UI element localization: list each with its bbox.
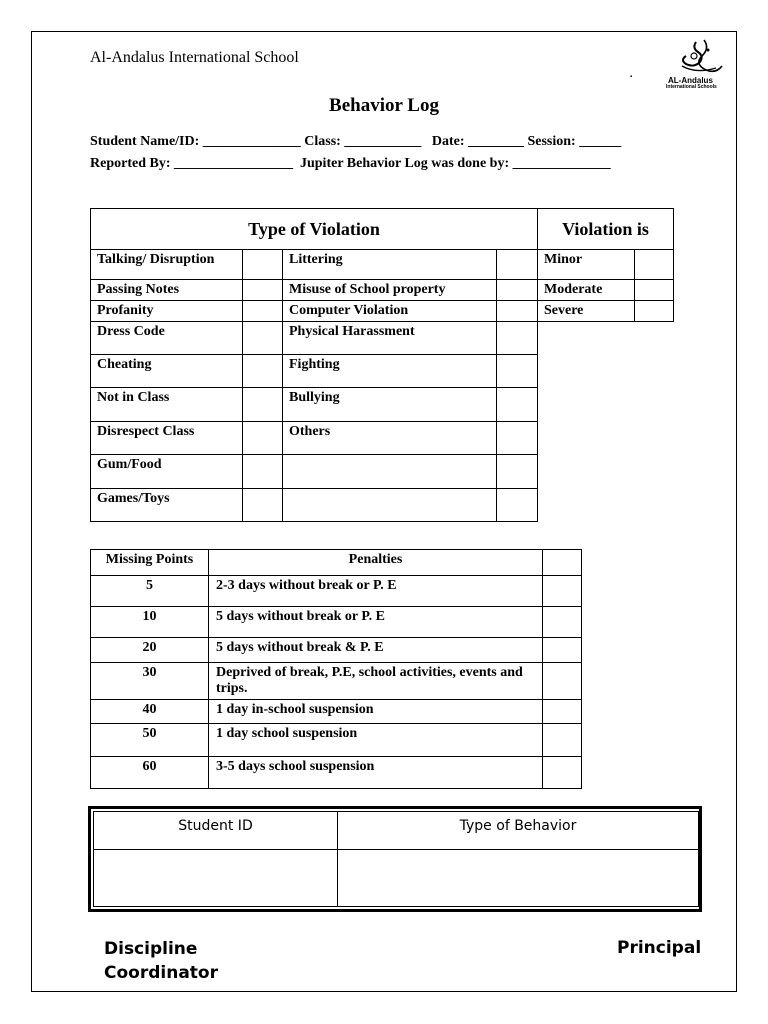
behavior-type-header: Type of Behavior	[459, 818, 577, 834]
violation-label: Games/Toys	[91, 489, 243, 522]
principal-signature: Principal	[617, 938, 702, 958]
penalty-points: 50	[91, 724, 209, 757]
discipline-coordinator-signature: Discipline Coordinator	[104, 939, 218, 983]
penalty-text: 3-5 days school suspension	[209, 757, 543, 789]
info-line-reporter: Reported By: _________________ Jupiter Behavior Log was done by: ______________	[90, 156, 611, 171]
penalty-points: 30	[91, 663, 209, 700]
penalty-text: 5 days without break or P. E	[209, 607, 543, 638]
penalty-header: Penalties	[209, 550, 543, 576]
student-id-header: Student ID	[178, 818, 253, 834]
violation-label: Not in Class	[91, 388, 243, 422]
penalty-text: 1 day in-school suspension	[209, 700, 543, 724]
penalty-points-header: Missing Points	[91, 550, 209, 576]
school-name: Al-Andalus International School	[90, 49, 299, 66]
penalty-text: 1 day school suspension	[209, 724, 543, 757]
logo-text: AL-Andalus	[668, 76, 713, 85]
logo-subtext: International Schools	[666, 84, 717, 90]
violation-label: Cheating	[91, 355, 243, 388]
penalty-text: 5 days without break & P. E	[209, 638, 543, 663]
penalty-text: Deprived of break, P.E, school activities, events and trips.	[209, 663, 543, 700]
violation-label: Passing Notes	[91, 280, 243, 301]
violation-label: Disrespect Class	[91, 422, 243, 455]
violation-label: Littering	[283, 250, 497, 280]
bullet-mark: ▪	[630, 74, 633, 80]
penalty-text: 2-3 days without break or P. E	[209, 576, 543, 607]
severity-label: Severe	[538, 301, 635, 322]
violation-label: Computer Violation	[283, 301, 497, 322]
penalty-points: 40	[91, 700, 209, 724]
violation-label: Others	[283, 422, 497, 455]
violation-label: Fighting	[283, 355, 497, 388]
violation-type-header: Type of Violation	[91, 209, 538, 250]
violation-label: Talking/ Disruption	[91, 250, 243, 280]
info-line-student: Student Name/ID: ______________ Class: ___________ Date: ________ Session: ______	[90, 134, 622, 149]
penalty-points: 10	[91, 607, 209, 638]
violation-label: Physical Harassment	[283, 322, 497, 355]
page-title: Behavior Log	[329, 95, 439, 116]
penalty-points: 5	[91, 576, 209, 607]
violation-label: Bullying	[283, 388, 497, 422]
penalty-points: 20	[91, 638, 209, 663]
violation-label: Gum/Food	[91, 455, 243, 489]
violation-severity-header: Violation is	[538, 209, 674, 250]
penalty-points: 60	[91, 757, 209, 789]
violation-label: Misuse of School property	[283, 280, 497, 301]
severity-label: Moderate	[538, 280, 635, 301]
violation-label: Dress Code	[91, 322, 243, 355]
severity-label: Minor	[538, 250, 635, 280]
violation-label: Profanity	[91, 301, 243, 322]
